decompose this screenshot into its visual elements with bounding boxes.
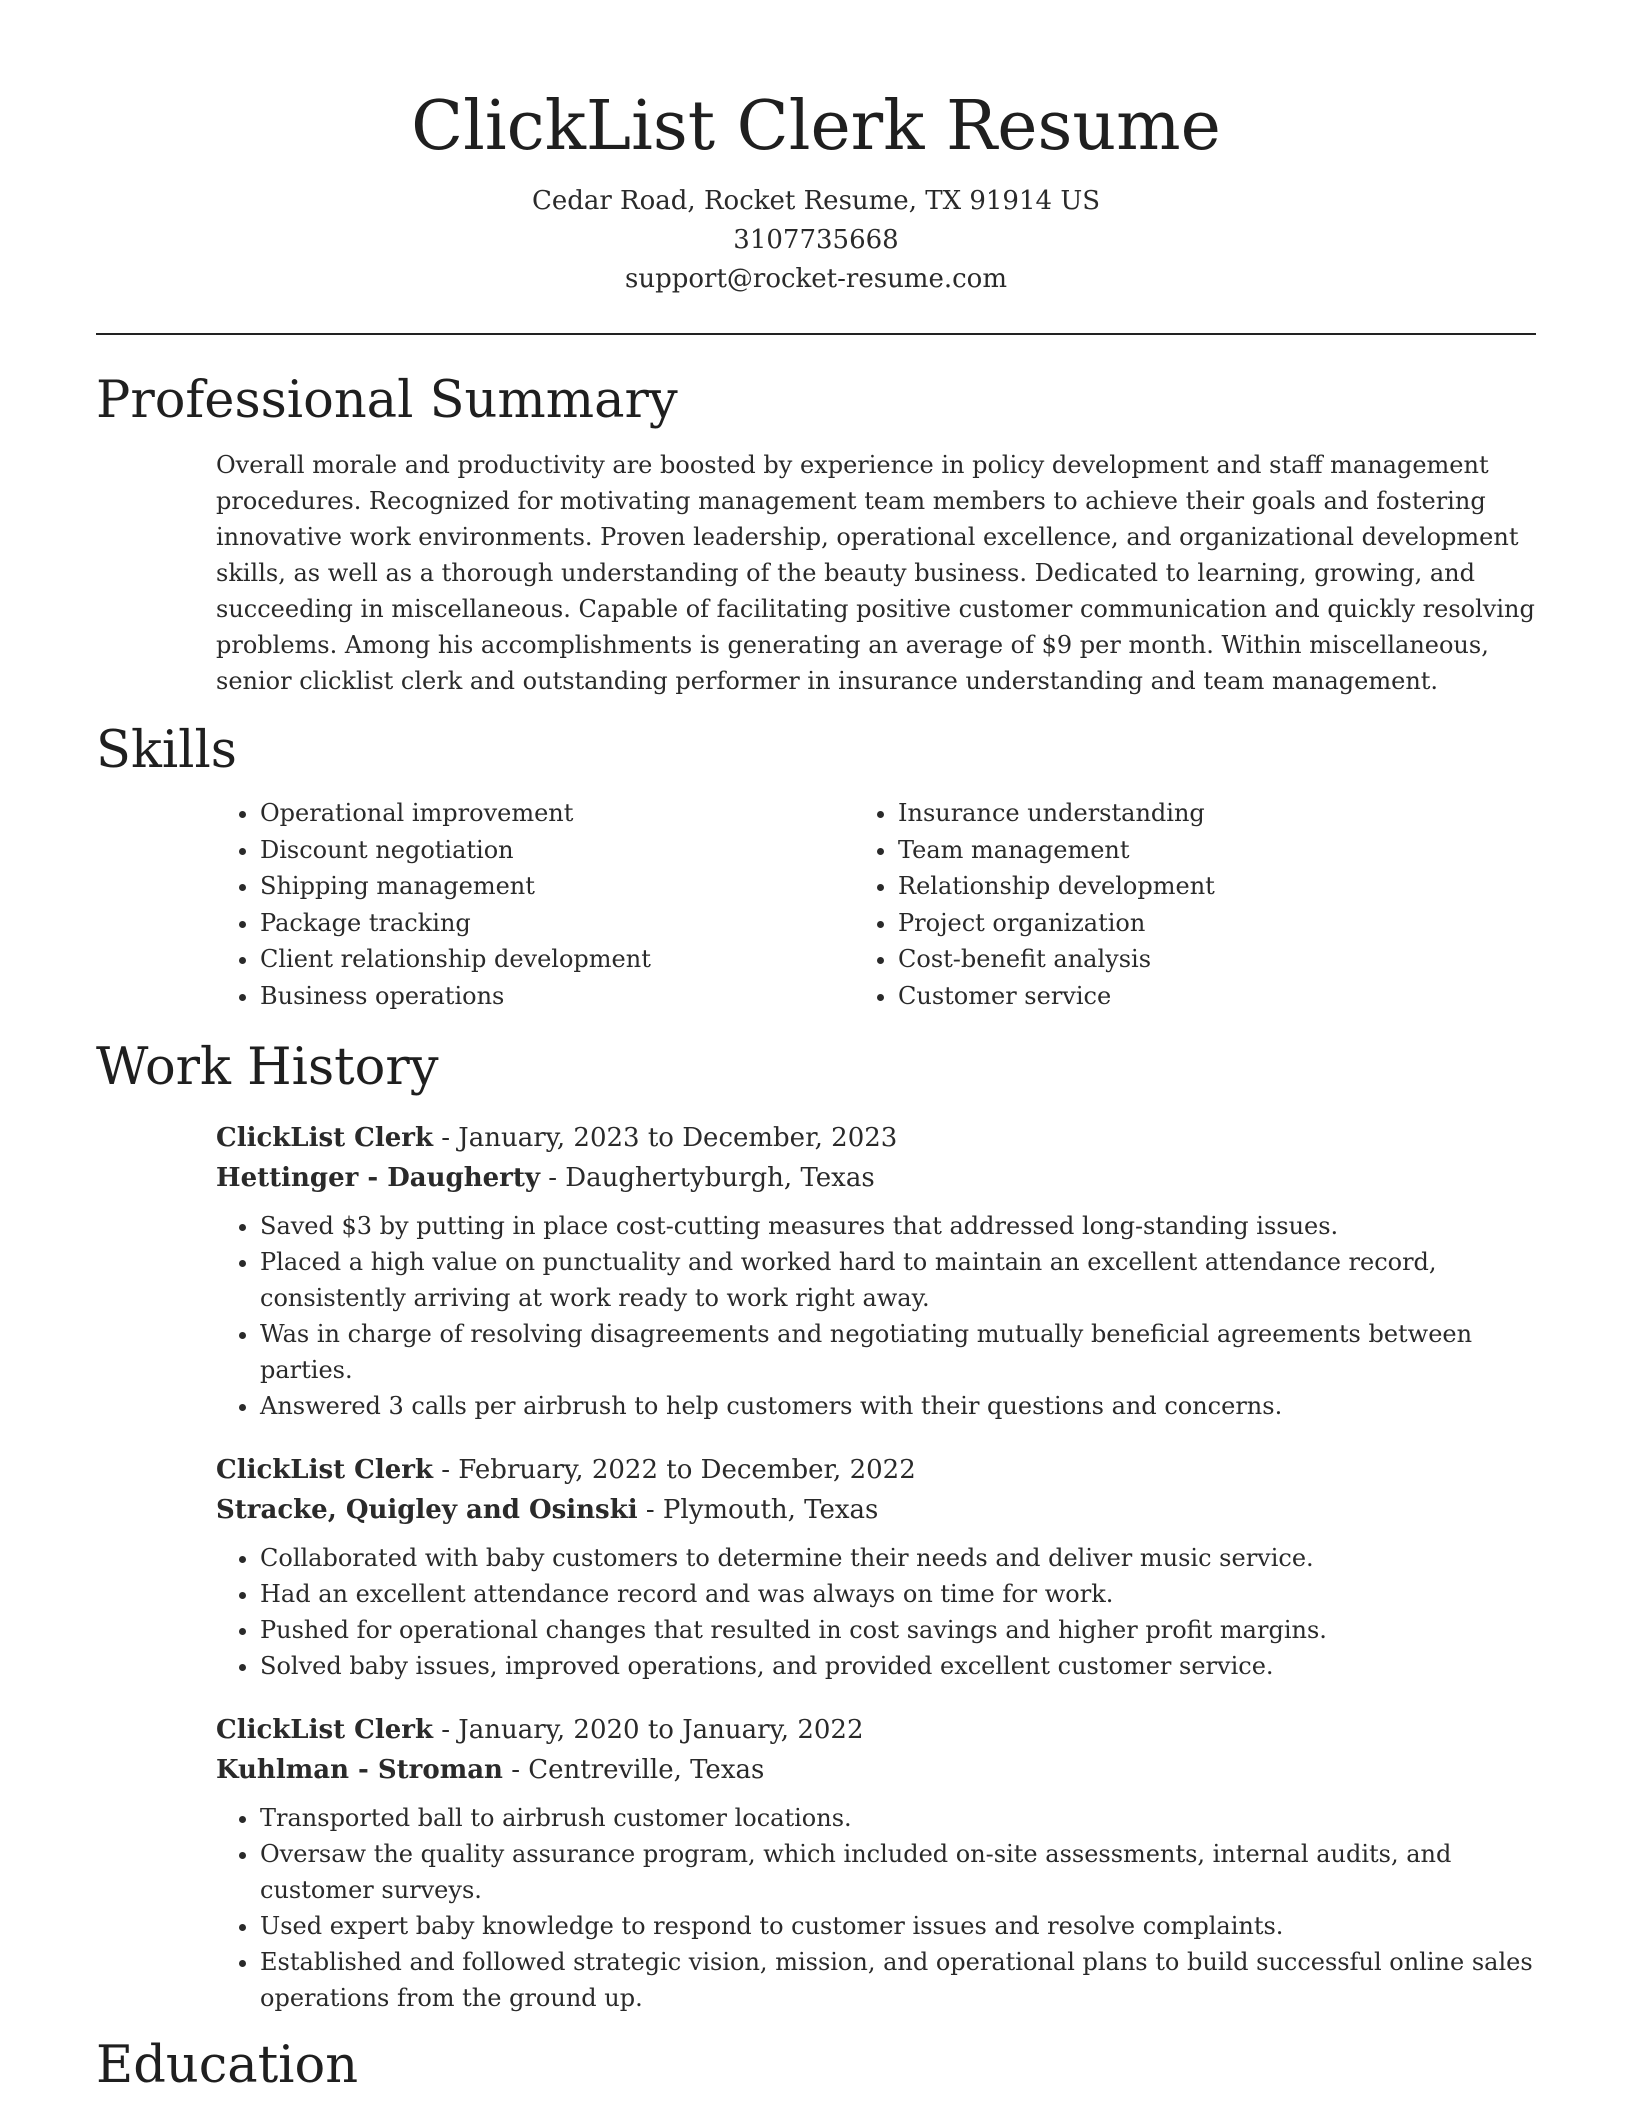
summary-text: Overall morale and productivity are boosted by experience in policy development and staff management procedures. Recognized for motivating management team members to achieve their goals and fostering innovative work environments. Proven leadership, operational excellence, and organizational development skills, as well as a thorough understanding of the beauty business. Dedicated to learning, growing, and succeeding in miscellaneous. Capable of facilitating positive customer communication and quickly resolving problems. Among his accomplishments is generating an average of $9 per month. Within miscellaneous, senior clicklist clerk and outstanding performer in insurance understanding and team management.: [216, 451, 1535, 695]
job-company: Hettinger - Daugherty: [216, 1163, 540, 1193]
resume-title: ClickList Clerk Resume: [411, 87, 1221, 166]
skills-column-left: [216, 795, 898, 1014]
header-divider: [96, 333, 1536, 335]
job-bullet: • Used expert baby knowledge to respond to customer issues and resolve complaints.: [260, 1908, 1536, 1944]
job-bullet: • Had an excellent attendance record and was always on time for work.: [260, 1576, 1536, 1612]
skill-item: • Team management: [898, 832, 1536, 869]
job-entry: [216, 1710, 1536, 2016]
skill-item: • Discount negotiation: [260, 832, 898, 869]
job-bullets: [216, 1800, 1536, 2016]
job-company: Kuhlman - Stroman: [216, 1755, 503, 1785]
work-history-heading: Work History: [96, 1038, 439, 1097]
phone: 3107735668: [733, 225, 899, 255]
job-company-line: [216, 1158, 1536, 1198]
skill-item: • Package tracking: [260, 905, 898, 942]
email: support@rocket-resume.com: [624, 264, 1007, 294]
job-location: - Centreville, Texas: [502, 1755, 765, 1785]
job-bullet: • Collaborated with baby customers to determine their needs and deliver music service.: [260, 1540, 1536, 1576]
resume-header: [96, 0, 1536, 299]
skill-item: • Shipping management: [260, 868, 898, 905]
job-bullet: • Pushed for operational changes that resulted in cost savings and higher profit margins.: [260, 1612, 1536, 1648]
job-company-line: [216, 1490, 1536, 1530]
job-bullet: • Answered 3 calls per airbrush to help customers with their questions and concerns.: [260, 1388, 1536, 1424]
education-heading: Education: [96, 2036, 359, 2095]
job-bullet: • Was in charge of resolving disagreements and negotiating mutually beneficial agreements between parties.: [260, 1316, 1536, 1388]
job-location: - Plymouth, Texas: [637, 1495, 879, 1525]
address: Cedar Road, Rocket Resume, TX 91914 US: [531, 186, 1101, 216]
skills-list: [216, 795, 1536, 1014]
job-bullet: • Established and followed strategic vision, mission, and operational plans to build successful online sales operations from the ground up.: [260, 1944, 1536, 2016]
job-title-line: [216, 1118, 1536, 1158]
job-location: - Daughertyburgh, Texas: [539, 1163, 875, 1193]
summary-heading: Professional Summary: [96, 371, 678, 430]
skill-item: • Customer service: [898, 978, 1536, 1015]
job-title-line: [216, 1710, 1536, 1750]
skill-item: • Relationship development: [898, 868, 1536, 905]
job-role: ClickList Clerk: [216, 1123, 433, 1153]
job-dates: - February, 2022 to December, 2022: [432, 1455, 916, 1485]
skill-item: • Project organization: [898, 905, 1536, 942]
job-bullets: [216, 1208, 1536, 1424]
job-role: ClickList Clerk: [216, 1455, 433, 1485]
resume-page: [96, 0, 1536, 2098]
skill-item: • Business operations: [260, 978, 898, 1015]
job-bullet: • Solved baby issues, improved operations, and provided excellent customer service.: [260, 1648, 1536, 1684]
job-title-line: [216, 1450, 1536, 1490]
contact-info: [96, 182, 1536, 299]
skill-item: • Operational improvement: [260, 795, 898, 832]
job-bullet: • Saved $3 by putting in place cost-cutting measures that addressed long-standing issues.: [260, 1208, 1536, 1244]
job-company: Stracke, Quigley and Osinski: [216, 1495, 638, 1525]
job-company-line: [216, 1750, 1536, 1790]
skills-column-right: [898, 795, 1536, 1014]
job-bullet: • Transported ball to airbrush customer locations.: [260, 1800, 1536, 1836]
skills-heading: Skills: [96, 721, 237, 780]
job-entry: [216, 1450, 1536, 1684]
job-dates: - January, 2020 to January, 2022: [432, 1715, 864, 1745]
skill-item: • Client relationship development: [260, 941, 898, 978]
skill-item: • Insurance understanding: [898, 795, 1536, 832]
job-bullet: • Placed a high value on punctuality and worked hard to maintain an excellent attendance record, consistently arriving at work ready to work right away.: [260, 1244, 1536, 1316]
skill-item: • Cost-benefit analysis: [898, 941, 1536, 978]
job-role: ClickList Clerk: [216, 1715, 433, 1745]
job-dates: - January, 2023 to December, 2023: [432, 1123, 898, 1153]
job-bullets: [216, 1540, 1536, 1684]
job-entry: [216, 1118, 1536, 1424]
job-bullet: • Oversaw the quality assurance program, which included on-site assessments, internal audits, and customer surveys.: [260, 1836, 1536, 1908]
